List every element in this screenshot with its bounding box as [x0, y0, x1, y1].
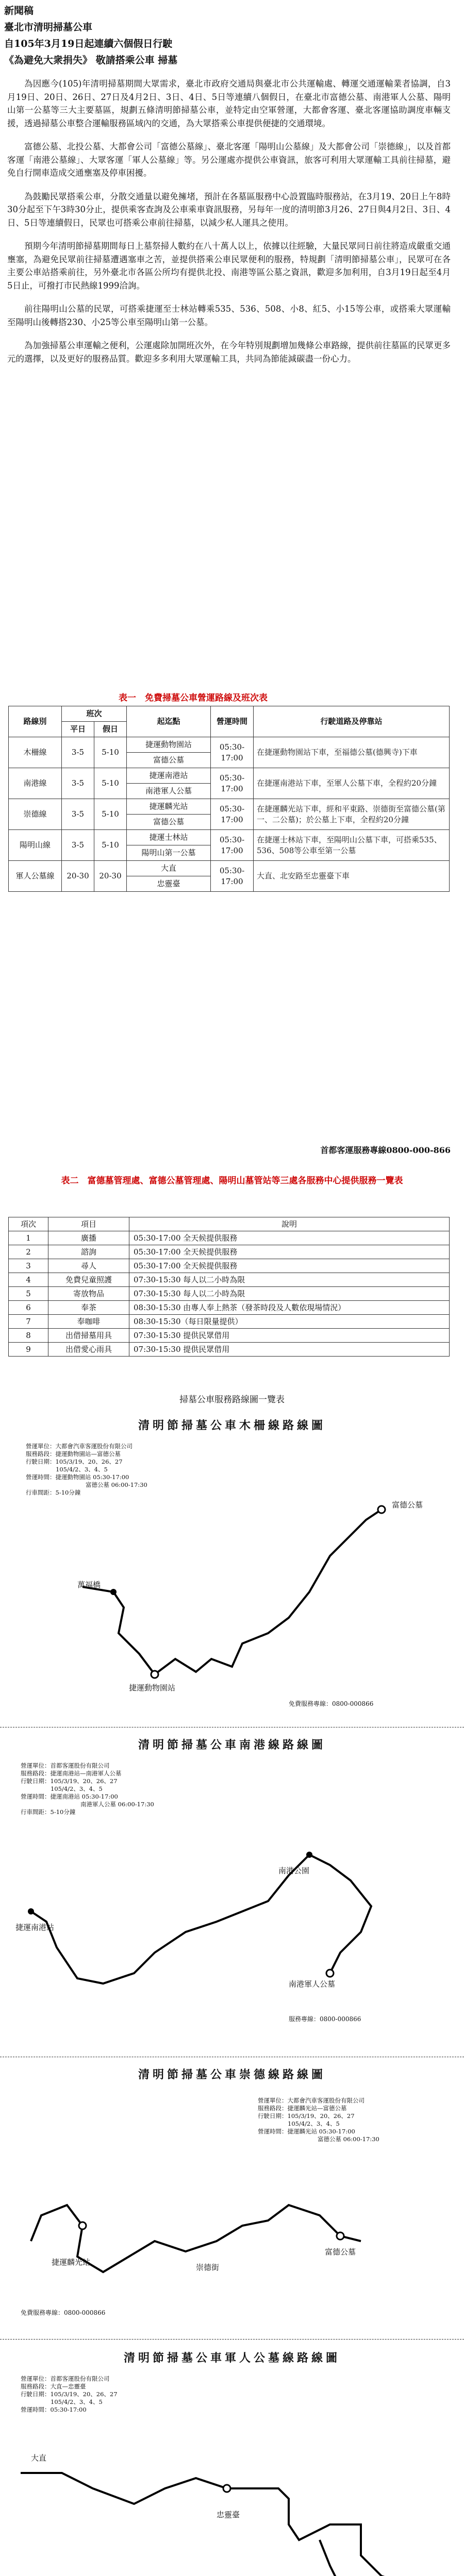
item-cell: 廣播 [48, 1231, 129, 1245]
info-line: 營運時間：捷運動物園站 05:30-17:00 [26, 1473, 129, 1481]
info-line: 行車間距：5-10分鐘 [21, 1808, 76, 1816]
table-row [9, 1343, 450, 1357]
stop-label: 捷運動物園站 [129, 1683, 176, 1692]
no-cell: 1 [9, 1231, 48, 1245]
map-title: 清明節掃墓公車崇德線路線圖 [138, 2068, 326, 2081]
table1-caption: 表一 免費掃墓公車營運路線及班次表 [119, 693, 268, 703]
table-row [9, 1315, 450, 1329]
info-line: 富德公墓 06:00-17:30 [318, 2136, 379, 2143]
stop-label: 捷運麟光站 [52, 2258, 91, 2267]
header-hours: 營運時間 [211, 706, 254, 737]
route-line-nangang [0, 1757, 464, 2056]
holiday-cell: 20-30 [94, 861, 127, 892]
stop-label: 富德公墓 [325, 2247, 356, 2257]
time-cell: 05:30-17:00 [211, 830, 254, 861]
info-line: 105/4/2、3、4、5 [288, 2120, 340, 2127]
route-cell: 木柵線 [9, 737, 62, 768]
no-cell: 7 [9, 1315, 48, 1329]
body-paragraph-4: 預期今年清明節掃墓期間每日上墓祭掃人數約在八十萬人以上，依據以往經驗，大量民眾同日前往將造成嚴重交通壅塞，為避免民眾前往掃墓遭遇塞車之苦，並提供搭乘公車民眾便利的服務，特規劃「清明節掃墓公車」，民眾可在各主要公車站搭乘前往，另外臺北市各區公所均有提供北投、南港等區公墓之資訊，歡迎多加利用，自3月19日起至4月5日止，可撥打市民熱線1999洽詢。 [7, 241, 451, 291]
item-cell: 出借愛心雨具 [48, 1343, 129, 1357]
info-line: 行車間距：5-10分鐘 [26, 1489, 81, 1496]
desc-cell: 05:30-17:00 全天候提供服務 [129, 1245, 450, 1259]
release-headline: 《為避免大衆捐失》 敬請搭乘公車 掃墓 [4, 55, 178, 66]
body-paragraph-6: 為加強掃墓公車運輸之便利，公運處除加開班次外，在今年特別規劃增加幾條公車路線，提供前往墓區的民眾更多元的選擇，以及更好的服務品質。歡迎多多利用大眾運輸工具，共同為節能減碳盡一份心力。 [7, 341, 451, 364]
weekday-cell: 20-30 [62, 861, 94, 892]
desc-cell: 在捷運南港站下車，至軍人公墓下車，全程約20分鐘 [254, 768, 450, 799]
item-cell: 出借掃墓用具 [48, 1329, 129, 1343]
from-cell: 捷運南港站 [127, 768, 211, 784]
desc-cell: 07:30-15:30 每人以二小時為限 [129, 1273, 450, 1287]
to-cell: 富德公墓 [127, 815, 211, 830]
stop-label: 萬福橋 [77, 1580, 101, 1589]
service-center-table [8, 1217, 450, 1357]
info-line: 105/4/2、3、4、5 [51, 1785, 103, 1792]
stop-label: 南港軍人公墓 [289, 1979, 336, 1989]
table2-caption: 表二 富德墓管理處、富德公墓管理處、陽明山墓管站等三處各服務中心提供服務一覽表 [61, 1176, 403, 1186]
route-cell: 軍人公墓線 [9, 861, 62, 892]
route-map-muzha [0, 1417, 464, 1726]
info-line: 營運單位：首都客運股份有限公司 [21, 1762, 110, 1769]
no-cell: 8 [9, 1329, 48, 1343]
table-row [9, 799, 450, 815]
info-line: 服務路段：捷運動物園站—富德公墓 [26, 1450, 121, 1458]
table-row [9, 1301, 450, 1315]
item-cell: 免費兒童照護 [48, 1273, 129, 1287]
body-paragraph-5: 前往陽明山公墓的民眾，可搭乘捷運至士林站轉乘535、536、508、小8、紅5、小15等公車，或搭乘大眾運輸至陽明山後轉搭230、小25等公車至陽明山第一公墓。 [7, 304, 451, 327]
to-cell: 南港軍人公墓 [127, 784, 211, 799]
map-title: 清明節掃墓公車南港線路線圖 [138, 1738, 326, 1752]
route-map-nangang [0, 1736, 464, 2056]
info-line: 營運單位：首都客運股份有限公司 [21, 2375, 110, 2382]
header-stops: 行駛道路及停靠站 [254, 706, 450, 737]
header-route: 路線別 [9, 706, 62, 737]
info-line: 營運單位：大都會汽車客運股份有限公司 [258, 2097, 364, 2104]
map-note: 服務專線：0800-000866 [289, 2015, 361, 2023]
desc-cell: 08:30-15:30（每日限量提供） [129, 1315, 450, 1329]
time-cell: 05:30-17:00 [211, 799, 254, 830]
stop-label: 崇德街 [196, 2263, 220, 2272]
header-endpoints: 起迄點 [127, 706, 211, 737]
header-weekday: 平日 [62, 722, 94, 737]
item-cell: 諮詢 [48, 1245, 129, 1259]
no-cell: 4 [9, 1273, 48, 1287]
desc-cell: 07:30-15:30 提供民眾借用 [129, 1329, 450, 1343]
from-cell: 大直 [127, 861, 211, 876]
info-line: 服務路段：大直—忠靈臺 [21, 2383, 86, 2390]
desc-cell: 07:30-15:30 每人以二小時為限 [129, 1287, 450, 1301]
release-date-line: 自105年3月19日起連續六個假日行駛 [4, 38, 173, 49]
holiday-cell: 5-10 [94, 768, 127, 799]
to-cell: 富德公墓 [127, 753, 211, 768]
route-line-muzha [0, 1437, 464, 1726]
info-line: 營運時間：捷運麟光站 05:30-17:00 [258, 2128, 355, 2135]
desc-cell: 05:30-17:00 全天候提供服務 [129, 1231, 450, 1245]
time-cell: 05:30-17:00 [211, 737, 254, 768]
map-title: 清明節掃墓公車木柵線路線圖 [138, 1419, 326, 1432]
item-cell: 奉咖啡 [48, 1315, 129, 1329]
info-line: 營運單位：大都會汽車客運股份有限公司 [26, 1443, 132, 1450]
body-paragraph-3: 為鼓勵民眾搭乘公車，分散交通量以避免擁堵，預計在各墓區服務中心設置臨時服務站，在3月19、20日上午8時30分起至下午3時30分止，提供乘客查詢及公車乘車資訊服務，另每年一度的清明節3月26、27日與4月2日、3日、4日、5日等連續假日，民眾也可搭乘公車前往掃墓，以減少私人運具之使用。 [7, 191, 451, 228]
info-line: 營運時間：05:30-17:00 [21, 2406, 87, 2413]
route-map-chongde [0, 2066, 464, 2334]
route-cell: 陽明山線 [9, 830, 62, 861]
release-body [7, 77, 451, 376]
route-cell: 南港線 [9, 768, 62, 799]
info-line: 行駛日期：105/3/19、20、26、27 [26, 1458, 123, 1465]
time-cell: 05:30-17:00 [211, 861, 254, 892]
body-paragraph-2: 富德公墓、北投公墓、大都會公司「富德公墓線」、臺北客運「陽明山公墓線」及大都會公司「崇德線」，以及首都客運「南港公墓線」、大眾客運「軍人公墓線」等。另公運處亦提供公車資訊，旅客可利用大眾運輸工具前往掃墓，避免自行開車造成交通壅塞及停車困擾。 [7, 142, 451, 178]
info-line: 105/4/2、3、4、5 [51, 2398, 103, 2405]
item-cell: 尋人 [48, 1259, 129, 1273]
stop-label: 富德公墓 [392, 1500, 423, 1510]
route-line-military [0, 2370, 464, 2576]
stop-label: 捷運南港站 [15, 1923, 55, 1932]
hotline-note: 首都客運服務專線0800-000-866 [320, 1145, 451, 1155]
to-cell: 忠靈臺 [127, 876, 211, 892]
info-line: 行駛日期：105/3/19、20、26、27 [21, 2391, 118, 2398]
item-cell: 寄放物品 [48, 1287, 129, 1301]
info-line: 南港軍人公墓 06:00-17:30 [80, 1801, 154, 1808]
from-cell: 捷運麟光站 [127, 799, 211, 815]
route-map-military [0, 2349, 464, 2576]
stop-label: 忠靈臺 [217, 2510, 240, 2519]
from-cell: 捷運士林站 [127, 830, 211, 845]
holiday-cell: 5-10 [94, 737, 127, 768]
info-line: 服務路段：捷運麟光站—富德公墓 [258, 2105, 347, 2112]
no-cell: 6 [9, 1301, 48, 1315]
weekday-cell: 3-5 [62, 830, 94, 861]
info-line: 行駛日期：105/3/19、20、26、27 [258, 2112, 355, 2120]
no-cell: 3 [9, 1259, 48, 1273]
holiday-cell: 5-10 [94, 830, 127, 861]
desc-cell: 在捷運士林站下車，至陽明山公墓下車，可搭乘535、536、508等公車至第一公墓 [254, 830, 450, 861]
bus-schedule-table [8, 706, 450, 892]
table-row [9, 830, 450, 845]
table-row [9, 737, 450, 753]
header-trips: 班次 [62, 706, 127, 722]
table-row [9, 1259, 450, 1273]
route-line-chongde [0, 2087, 464, 2334]
table-row [9, 861, 450, 876]
desc-cell: 在捷運麟光站下車，經和平東路、崇德街至富德公墓(第一、二公墓)；於公墓上下車，全程約20分鐘 [254, 799, 450, 830]
table-row [9, 1273, 450, 1287]
table-row [9, 1287, 450, 1301]
time-cell: 05:30-17:00 [211, 768, 254, 799]
header-desc: 說明 [129, 1217, 450, 1231]
info-line: 行駛日期：105/3/19、20、26、27 [21, 1777, 118, 1785]
weekday-cell: 3-5 [62, 737, 94, 768]
no-cell: 9 [9, 1343, 48, 1357]
table-row [9, 1245, 450, 1259]
release-subtitle: 臺北市清明掃墓公車 [4, 22, 93, 33]
desc-cell: 05:30-17:00 全天候提供服務 [129, 1259, 450, 1273]
holiday-cell: 5-10 [94, 799, 127, 830]
maps-section-title: 掃墓公車服務路線圖一覽表 [179, 1395, 285, 1405]
stop-label: 南港公園 [278, 1866, 310, 1875]
no-cell: 2 [9, 1245, 48, 1259]
from-cell: 捷運動物園站 [127, 737, 211, 753]
header-holiday: 假日 [94, 722, 127, 737]
table-row [9, 1231, 450, 1245]
weekday-cell: 3-5 [62, 768, 94, 799]
info-line: 105/4/2、3、4、5 [56, 1466, 108, 1473]
header-item: 項目 [48, 1217, 129, 1231]
weekday-cell: 3-5 [62, 799, 94, 830]
map-title: 清明節掃墓公車軍人公墓線路線圖 [123, 2351, 340, 2365]
to-cell: 陽明山第一公墓 [127, 845, 211, 861]
no-cell: 5 [9, 1287, 48, 1301]
route-cell: 崇德線 [9, 799, 62, 830]
header-no: 項次 [9, 1217, 48, 1231]
map-note: 免費服務專線：0800-000866 [21, 2309, 106, 2316]
info-line: 富德公墓 06:00-17:30 [86, 1481, 147, 1488]
table-row [9, 768, 450, 784]
body-paragraph-1: 為因應今(105)年清明掃墓期間大眾需求，臺北市政府交通局與臺北市公共運輸處、轉運交通運輸業者協調，自3月19日、20日、26日、27日及4月2日、3日、4日、5日等連續八個假日，在臺北市富德公墓、南港軍人公墓、陽明山第一公墓等三大主要墓區，規劃五條清明節掃墓公車，並特定由空軍營運，大都會客運、臺北客運協助調度車輛支援，透過掃墓公車整合運輸服務區域內的交通，為大眾搭乘公車提供便捷的交通環境。 [7, 79, 451, 128]
stop-label: 大直 [31, 2453, 47, 2463]
desc-cell: 07:30-15:30 提供民眾借用 [129, 1343, 450, 1357]
desc-cell: 08:30-15:30 由專人奉上熱茶（發茶時段及人數依現場情況） [129, 1301, 450, 1315]
map-note: 免費服務專線：0800-000866 [289, 1700, 374, 1707]
info-line: 營運時間：捷運南港站 05:30-17:00 [21, 1793, 118, 1800]
desc-cell: 在捷運動物園站下車，至福德公墓(德興寺)下車 [254, 737, 450, 768]
item-cell: 奉茶 [48, 1301, 129, 1315]
release-label: 新聞稿 [4, 5, 34, 16]
desc-cell: 大直、北安路至忠靈臺下車 [254, 861, 450, 892]
section-divider [0, 2339, 464, 2340]
info-line: 服務路段：捷運南港站—南港軍人公墓 [21, 1770, 122, 1777]
table-row [9, 1329, 450, 1343]
